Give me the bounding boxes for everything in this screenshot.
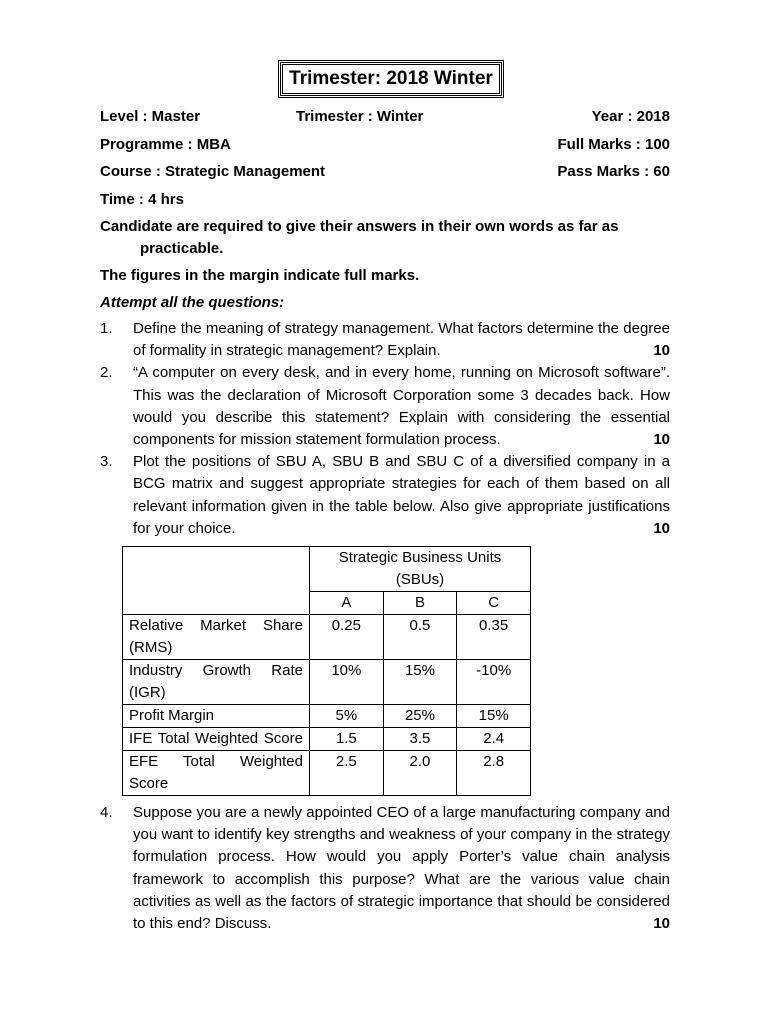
table-cell: 10%: [310, 660, 384, 705]
table-row: [123, 751, 531, 796]
question-number: 2.: [100, 364, 113, 382]
table-cell: 25%: [383, 705, 457, 728]
question-number: 1.: [100, 320, 113, 337]
question-text: “A computer on every desk, and in every home, running on Microsoft software”. This was the declaration of Microsoft Corporation some 3 decades back. How would you describe this statement? Explain with considering the essential components for mission statement formulation process.: [133, 364, 670, 449]
column-header-a: A: [310, 592, 384, 615]
question-text: Suppose you are a newly appointed CEO of a large manufacturing company and you want to identify key strengths and weakness of your company in the strategy formulation process. How would you apply Porter’s value chain analysis framework to accomplish this purpose? What are the various value chain activities as well as the factors of strategic importance that should be considered to this end? Discuss.: [133, 804, 670, 933]
question-2: [100, 362, 670, 451]
year-label: Year : 2018: [591, 108, 670, 125]
table-cell: 2.0: [383, 751, 457, 796]
row-label: Relative Market Share (RMS): [123, 615, 310, 660]
attempt-all-label: Attempt all the questions:: [100, 294, 285, 311]
pass-marks-label: Pass Marks : 60: [557, 163, 670, 180]
table-cell: 15%: [457, 705, 531, 728]
question-1: [100, 318, 670, 362]
table-cell: 2.5: [310, 751, 384, 796]
info-row-4: [100, 189, 670, 217]
title-wrap: [100, 62, 670, 106]
full-marks-label: Full Marks : 100: [557, 135, 670, 153]
question-number: 3.: [100, 453, 113, 471]
table-row: [123, 660, 531, 705]
level-label: Level : Master: [100, 108, 201, 125]
table-cell: -10%: [457, 660, 531, 705]
table-cell: 2.8: [457, 751, 531, 796]
question-number: 4.: [100, 804, 113, 822]
course-label: Course : Strategic Management: [100, 163, 326, 180]
question-4: [100, 802, 670, 935]
table-row: [123, 615, 531, 660]
table-cell: 2.4: [457, 728, 531, 751]
table-row: [123, 705, 531, 728]
column-header-c: C: [457, 592, 531, 615]
table-cell: 0.5: [383, 615, 457, 660]
row-label: Industry Growth Rate (IGR): [123, 660, 310, 705]
instruction-margin-marks: The figures in the margin indicate full marks.: [100, 267, 420, 284]
row-label: IFE Total Weighted Score: [123, 728, 310, 751]
instruction-answer-own-words: [100, 216, 670, 260]
question-marks: 10: [653, 431, 670, 449]
table-row: [123, 728, 531, 751]
question-text: Define the meaning of strategy management. What factors determine the degree of formality in strategic management? Explain.: [133, 320, 670, 360]
table-group-header: Strategic Business Units (SBUs): [310, 547, 531, 592]
question-3: [100, 451, 670, 540]
question-text: Plot the positions of SBU A, SBU B and SBU C of a diversified company in a BCG matrix and suggest appropriate strategies for each of them based on all relevant information given in the table below. Also give appropriate justifications for your choice.: [133, 453, 670, 537]
info-row-3: [100, 161, 670, 189]
sbu-data-table: [122, 546, 531, 796]
time-label: Time : 4 hrs: [100, 190, 184, 208]
table-cell: 1.5: [310, 728, 384, 751]
page-title: Trimester: 2018 Winter: [280, 62, 502, 96]
table-cell: 15%: [383, 660, 457, 705]
table-cell: 5%: [310, 705, 384, 728]
info-row-1: [100, 106, 670, 134]
row-label: Profit Margin: [123, 705, 310, 728]
instruction-line-1a: Candidate are required to give their answers in their own words as far as: [100, 218, 619, 235]
row-label: EFE Total Weighted Score: [123, 751, 310, 796]
trimester-label: Trimester : Winter: [296, 108, 424, 125]
instruction-line-1b: practicable.: [140, 240, 224, 257]
info-row-2: [100, 134, 670, 162]
table-corner-cell: [123, 547, 310, 615]
question-marks: 10: [653, 519, 670, 537]
column-header-b: B: [383, 592, 457, 615]
table-header-row: [123, 547, 531, 592]
table-cell: 0.25: [310, 615, 384, 660]
programme-label: Programme : MBA: [100, 135, 231, 153]
table-cell: 3.5: [383, 728, 457, 751]
question-marks: 10: [653, 342, 670, 360]
exam-page: [100, 62, 670, 935]
table-cell: 0.35: [457, 615, 531, 660]
question-marks: 10: [653, 915, 670, 933]
